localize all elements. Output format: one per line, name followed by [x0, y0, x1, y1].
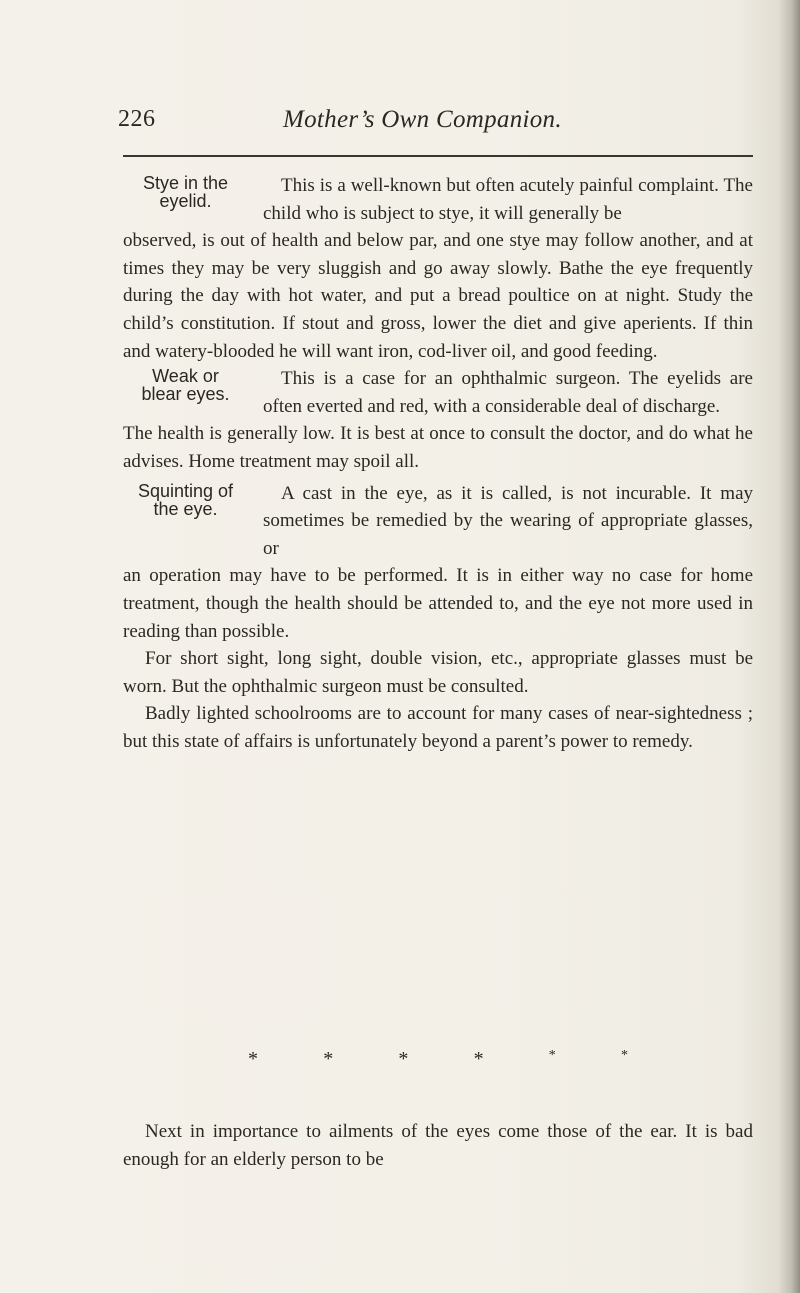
paragraph-continuation: observed, is out of health and below par, and one stye may follow another, and at times they may be very sluggish and go away slowly. Bathe the eye frequently during the day with hot water, and put a bread poultice on at night. Study the child’s constitution. If stout and gross, lower the diet and give aperients. If thin and watery-blooded he will want iron, cod-liver oil, and good feeding. — [123, 230, 753, 362]
asterisk: * — [620, 1048, 628, 1063]
paragraph-lead: This is a well-known but often acutely painful complaint. The child who is subject to stye, it will generally be — [263, 175, 753, 224]
sidenote-line: eyelid. — [159, 191, 212, 211]
asterisk: * — [248, 1048, 258, 1070]
section-squint — [123, 480, 753, 563]
page-number: 226 — [118, 106, 156, 132]
paragraph-continuation: The health is generally low. It is best at once to consult the doctor, and do what he advises. Home treatment may spoil all. — [123, 423, 753, 472]
asterisk: * — [398, 1048, 409, 1070]
section-break — [248, 1048, 628, 1072]
sidenote-line: the eye. — [153, 498, 218, 519]
sidenote-line: Squinting of — [137, 480, 234, 501]
body-text-tail — [123, 1118, 753, 1173]
sidenote-stye — [123, 174, 248, 210]
asterisk: * — [548, 1048, 556, 1063]
sidenote-line: Weak or — [152, 366, 219, 387]
running-head — [0, 106, 800, 140]
sidenote-squint — [123, 482, 248, 518]
paragraph-ear: Next in importance to ailments of the eyes come those of the ear. It is bad enough for an elderly person to be — [123, 1121, 753, 1170]
body-text — [123, 172, 753, 755]
paragraph-continuation: an operation may have to be performed. It is in either way no case for home treatment, though the health should be attended to, and the eye not more used in reading than possible. — [123, 565, 753, 642]
paragraph-lead: A cast in the eye, as it is called, is not incurable. It may sometimes be remedied by the wearing of appropriate glasses, or — [263, 482, 753, 559]
asterisk: * — [473, 1048, 484, 1070]
paragraph-short-sight: For short sight, long sight, double vision, etc., appropriate glasses must be worn. But the ophthalmic surgeon must be consulted. — [123, 648, 753, 697]
section-stye — [123, 172, 753, 227]
sidenote-line: blear eyes. — [141, 384, 230, 405]
sidenote-line: Stye in the — [142, 173, 229, 193]
asterisk: * — [323, 1048, 334, 1070]
header-rule — [123, 155, 753, 157]
section-weak-eyes — [123, 365, 753, 420]
running-title: Mother’s Own Companion. — [283, 106, 562, 133]
sidenote-weak-eyes — [123, 367, 248, 403]
paragraph-lead: This is a case for an ophthalmic surgeon. The eyelids are often everted and red, with a considerable deal of discharge. — [263, 368, 753, 417]
page-edge-shadow — [778, 0, 800, 1293]
paragraph-schoolrooms: Badly lighted schoolrooms are to account for many cases of near-sightedness ; but this state of affairs is unfortunately beyond a parent’s power to remedy. — [123, 703, 753, 752]
